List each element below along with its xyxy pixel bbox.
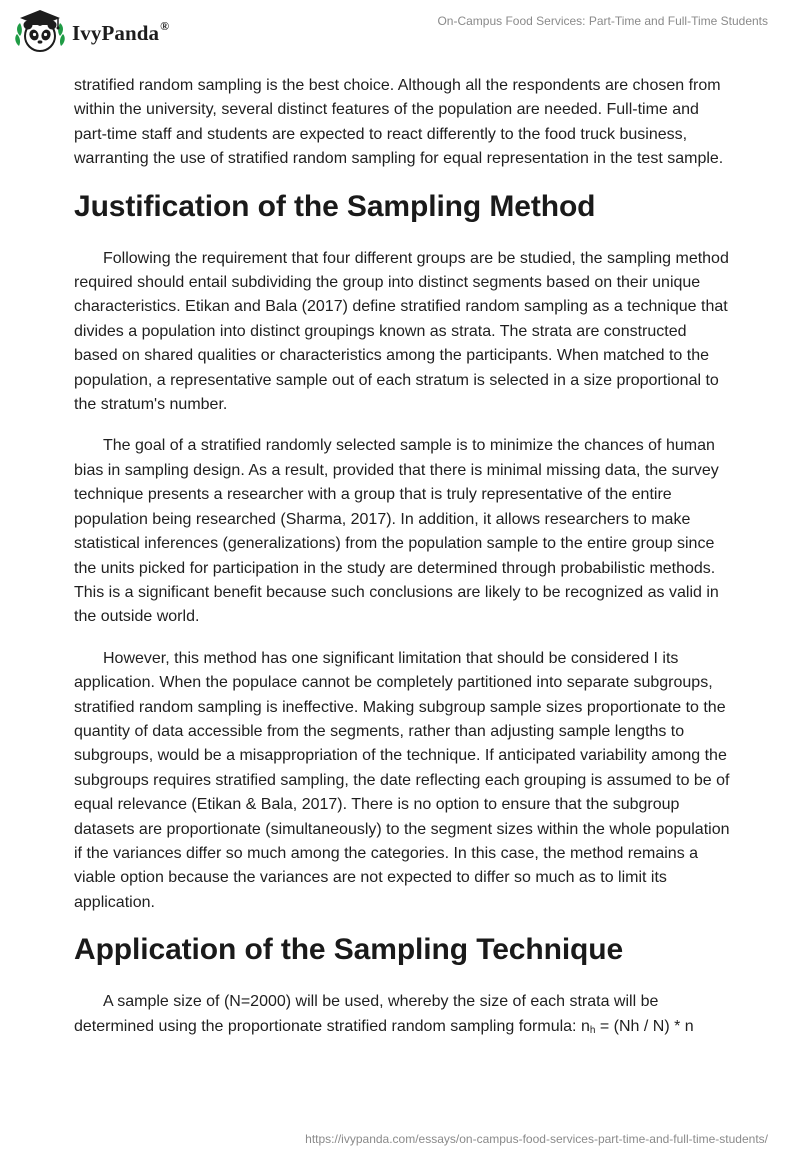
running-title: On-Campus Food Services: Part-Time and Full-Time Students	[437, 14, 768, 28]
brand-name: IvyPanda®	[72, 18, 170, 45]
essay-body	[74, 74, 734, 1060]
section-heading-justification: Justification of the Sampling Method	[74, 189, 596, 223]
registered-mark: ®	[160, 18, 170, 33]
paragraph-continued: stratified random sampling is the best choice. Although all the respondents are chosen from within the university, several distinct features of the population are needed. Full-time and part-time staff and students are expected to react differently to the food truck business, warranting the use of stratified random sampling for equal representation in the test sample.	[74, 77, 724, 168]
ivypanda-logo[interactable]	[14, 6, 169, 56]
paragraph-limitation: However, this method has one significant limitation that should be considered I its application. When the populace cannot be completely partitioned into separate subgroups, stratified random sampling is ineffective. Making subgroup sample sizes proportionate to the quantity of data accessible from the segments, rather than adjusting sample lengths to subgroups, would be a misappropriation of the technique. If anticipated variability among the subgroups requires stratified sampling, the date reflecting each grouping is assumed to be of equal relevance (Etikan & Bala, 2017). There is no option to ensure that the subgroup datasets are proportionate (simultaneously) to the segment sizes within the whole population if the variances differ so much among the categories. In this case, the method remains a viable option because the variances are not expected to differ so much as to limit its application.	[74, 649, 730, 911]
paragraph-strata-definition: Following the requirement that four different groups are be studied, the sampling method required should entail subdividing the group into distinct segments based on their unique characteristics. Etikan and Bala (2017) define stratified random sampling as a technique that divides a population into distinct groupings known as strata. The strata are constructed based on shared qualities or characteristics among the participants. When matched to the population, a representative sample out of each stratum is selected in a size proportional to the stratum's number.	[74, 249, 729, 414]
sample-size-text: A sample size of (N=2000) will be used, whereby the size of each strata will be determined using the proportionate stratified random sampling formula: n	[74, 993, 659, 1035]
formula-tail: = (Nh / N) * n	[595, 1017, 694, 1035]
formula-subscript: h	[589, 1024, 596, 1036]
page-header	[0, 0, 800, 60]
paragraph-sample-size	[74, 990, 734, 1043]
paragraph-goal: The goal of a stratified randomly selected sample is to minimize the chances of human bias in sampling design. As a result, provided that there is minimal missing data, the survey technique presents a researcher with a group that is truly representative of the entire population being researched (Sharma, 2017). In addition, it allows researchers to make statistical inferences (generalizations) from the population sample to the entire group since the units picked for participation in the study are determined through probabilistic methods. This is a significant benefit because such conclusions are likely to be recognized as valid in the outside world.	[74, 437, 719, 626]
section-heading-application: Application of the Sampling Technique	[74, 933, 624, 967]
footer-url-link[interactable]: https://ivypanda.com/essays/on-campus-food-services-part-time-and-full-time-students/	[305, 1132, 768, 1146]
panda-graduate-icon	[14, 6, 66, 56]
